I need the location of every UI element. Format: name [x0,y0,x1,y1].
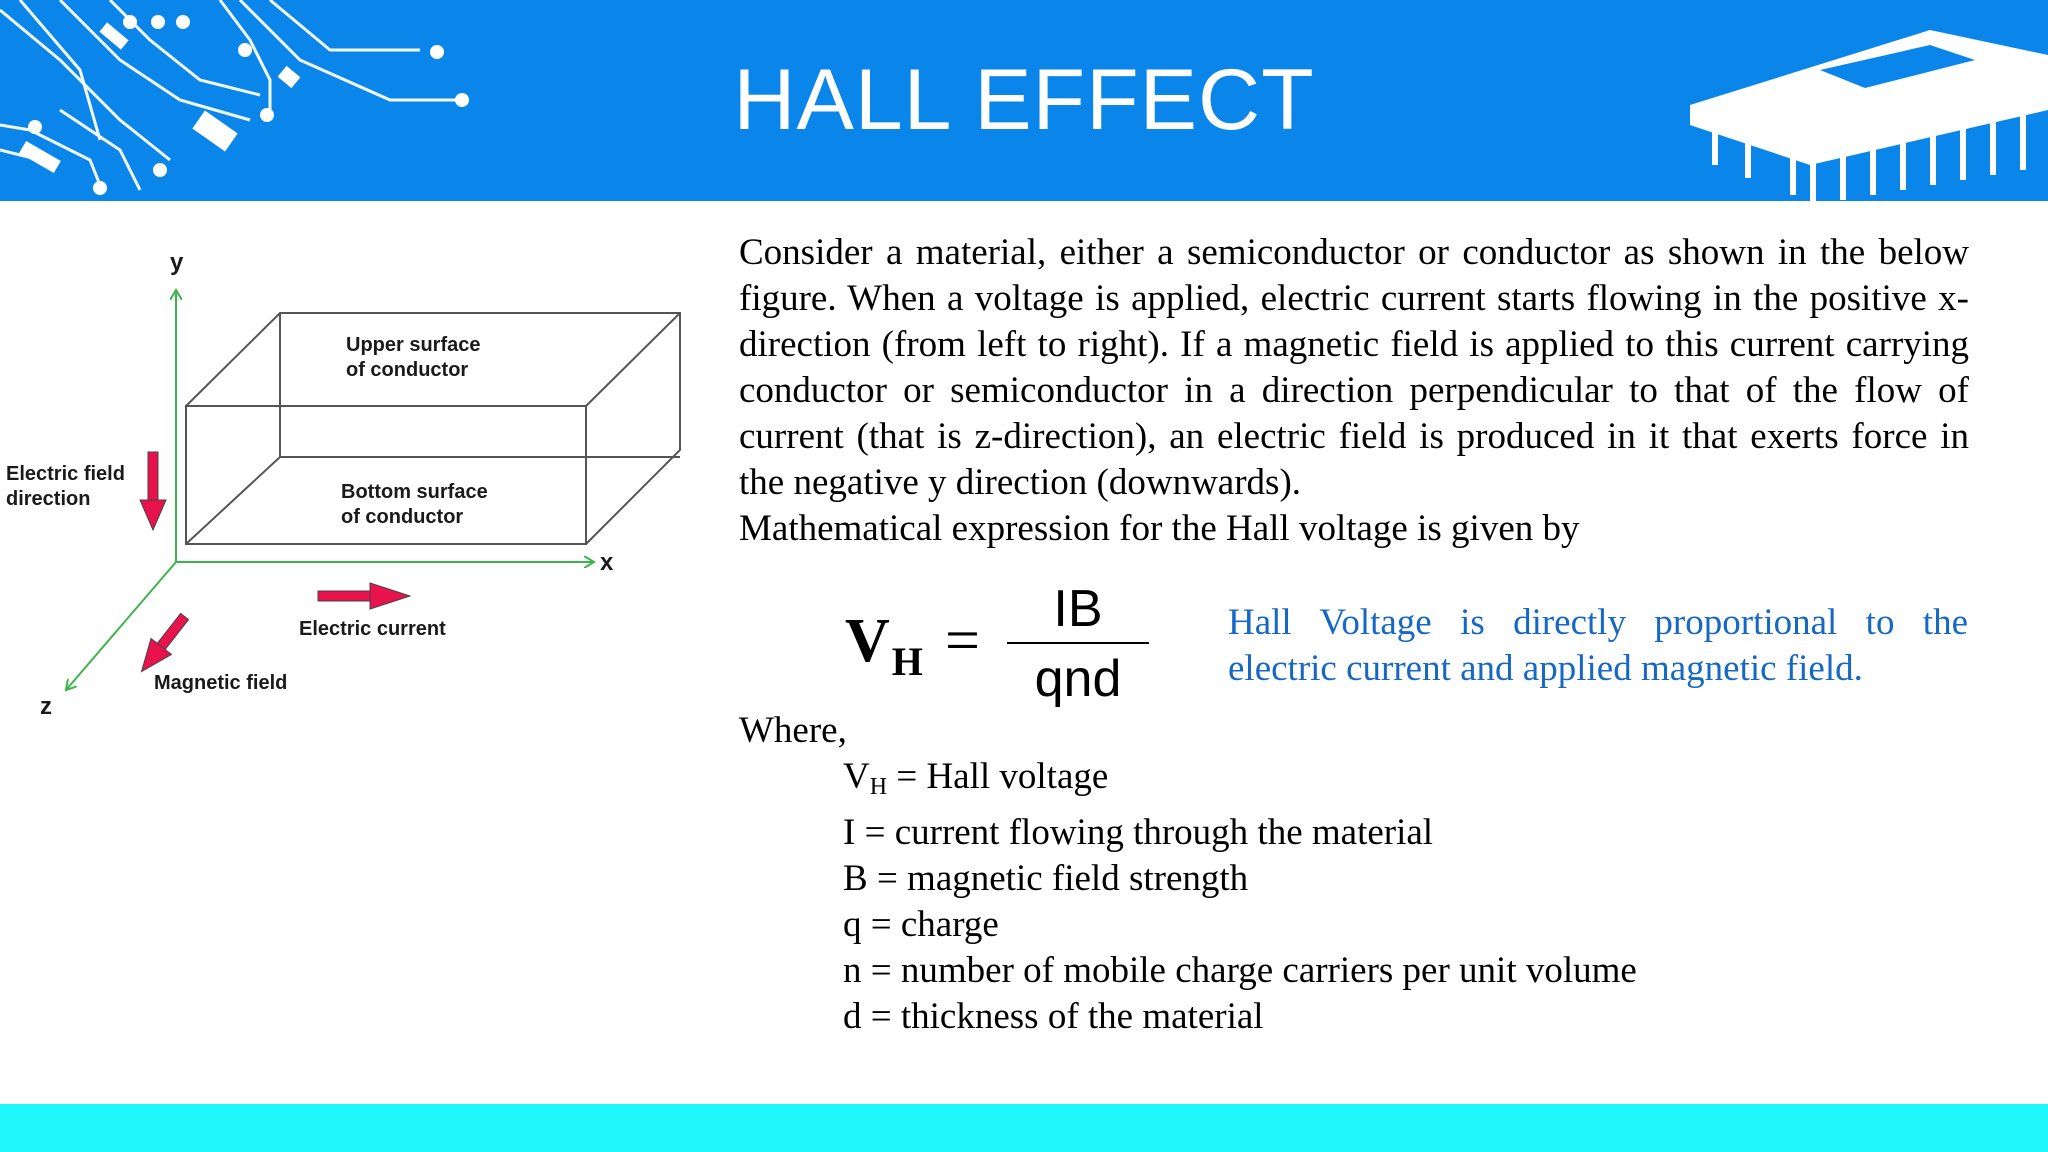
formula-lhs: $V_H$ [845,607,923,684]
bottom-surface-label-1: Bottom surface [341,481,488,503]
electric-field-arrow [140,452,166,530]
upper-surface-label-2: of conductor [346,359,469,381]
electric-field-label-2: direction [6,488,91,510]
z-axis [66,562,176,690]
proportionality-note: Hall Voltage is directly proportional to the electric current and applied magnetic field. [1228,602,1968,689]
where-label: Where, [739,710,847,751]
axis-label-z: z [40,693,52,720]
definition-item: $V_H$ = Hall voltage [843,756,1109,800]
electric-field-label-1: Electric field [6,463,125,485]
hall-effect-diagram [0,230,700,730]
fraction-bar [1007,642,1149,644]
bottom-surface-label-2: of conductor [341,506,464,528]
expression-intro: Mathematical expression for the Hall voltage is given by [739,508,1580,549]
hall-voltage-formula [845,578,1165,708]
formula-denominator: qnd [1034,650,1122,708]
intro-paragraph: Consider a material, either a semiconductor or conductor as shown in the below figure. When a voltage is applied, electric current starts flowing in the positive x-direction (from left to right). If a magnetic field is applied to this current carrying conductor or semiconductor in a direction perpendicular to that of the flow of current (that is z-direction), an electric field is produced in it that exerts force in the negative y direction (downwards). [739,232,1969,503]
page-title: HALL EFFECT [733,52,1315,148]
variable-definitions [843,754,1637,1040]
electric-current-label: Electric current [299,618,446,640]
definition-item: q = charge [843,904,999,945]
formula-numerator: IB [1053,580,1103,638]
definition-item: B = magnetic field strength [843,858,1249,899]
axis-label-y: y [170,249,184,276]
magnetic-field-label: Magnetic field [154,672,288,694]
upper-surface-label-1: Upper surface [346,334,481,356]
formula-equals: = [945,607,980,675]
header-banner [0,0,2048,201]
axis-label-x: x [600,549,614,576]
definition-item: I = current flowing through the material [843,812,1434,853]
intro-text-block [739,230,1969,552]
formula-fraction [1007,578,1149,710]
footer-bar [0,1104,2048,1152]
electric-current-arrow [318,583,410,609]
definition-item: d = thickness of the material [843,996,1264,1037]
definition-item: n = number of mobile charge carriers per unit volume [843,950,1637,991]
magnetic-field-arrow [131,608,195,679]
